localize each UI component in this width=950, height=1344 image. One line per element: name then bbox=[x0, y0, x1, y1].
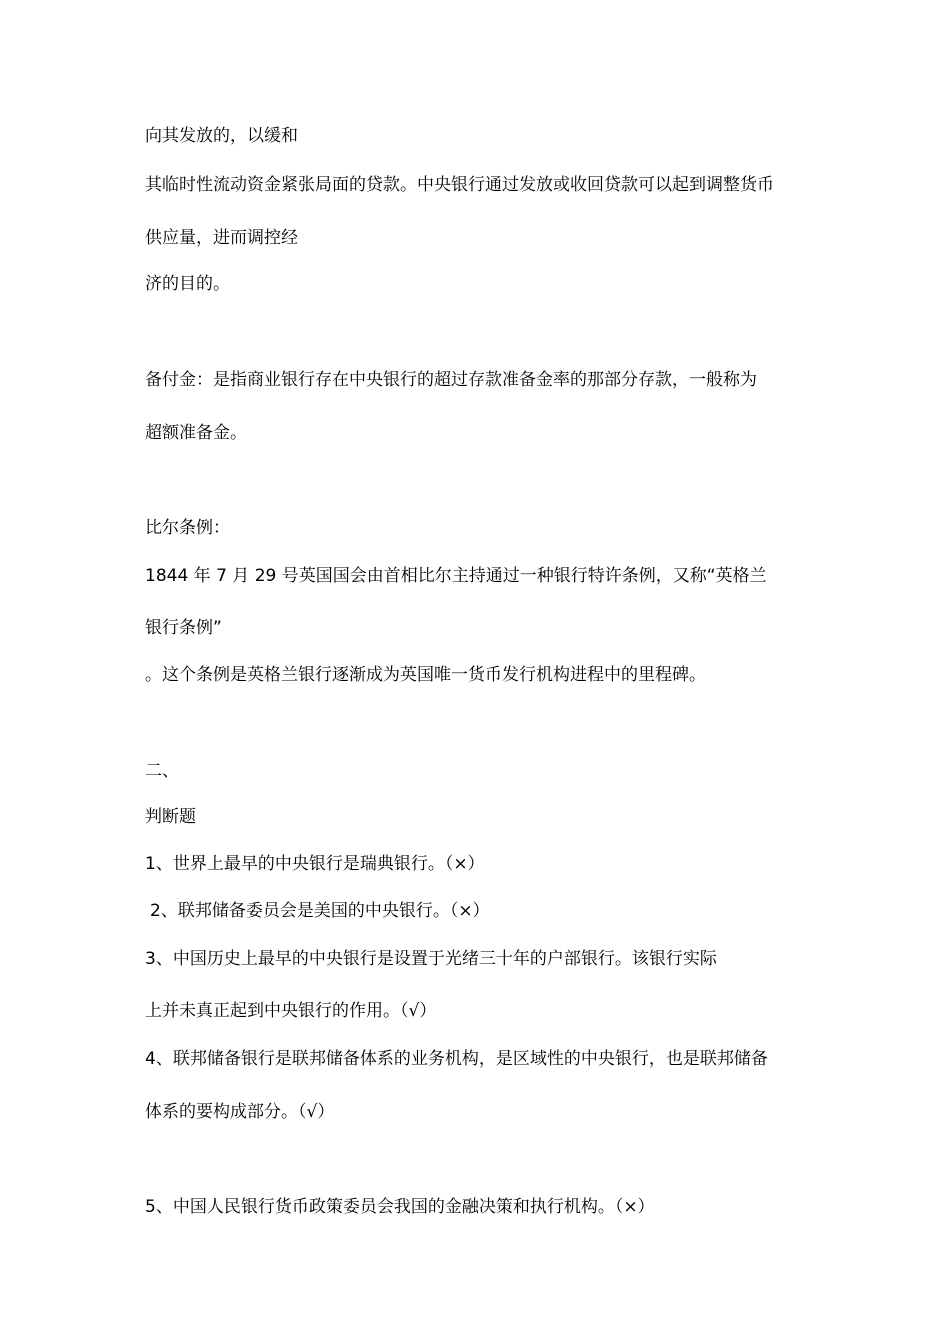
text-line-3: 供应量，进而调控经 bbox=[145, 228, 298, 248]
text-line-2: 其临时性流动资金紧张局面的贷款。中央银行通过发放或收回贷款可以起到调整货币 bbox=[145, 175, 774, 195]
term-peel-act-line-1: 1844 年 7 月 29 号英国国会由首相比尔主持通过一种银行特许条例，又称“英格兰 bbox=[145, 566, 767, 586]
judgement-item-2: 2、联邦储备委员会是美国的中央银行。（×） bbox=[150, 901, 490, 921]
term-peel-act-heading: 比尔条例： bbox=[145, 518, 230, 538]
term-peel-act-line-2: 银行条例” bbox=[145, 618, 222, 638]
text-line-4: 济的目的。 bbox=[145, 274, 230, 294]
term-peel-act-line-3: 。这个条例是英格兰银行逐渐成为英国唯一货币发行机构进程中的里程碑。 bbox=[145, 665, 706, 685]
judgement-item-4-cont: 体系的要构成部分。（√） bbox=[145, 1102, 335, 1122]
judgement-item-1: 1、世界上最早的中央银行是瑞典银行。（×） bbox=[145, 854, 485, 874]
judgement-item-3-cont: 上并未真正起到中央银行的作用。（√） bbox=[145, 1001, 437, 1021]
term-reserve-definition-cont: 超额准备金。 bbox=[145, 423, 247, 443]
judgement-item-3: 3、中国历史上最早的中央银行是设置于光绪三十年的户部银行。该银行实际 bbox=[145, 949, 717, 969]
section-number: 二、 bbox=[145, 761, 179, 781]
section-title: 判断题 bbox=[145, 807, 196, 827]
judgement-item-5: 5、中国人民银行货币政策委员会我国的金融决策和执行机构。（×） bbox=[145, 1197, 655, 1217]
judgement-item-4: 4、联邦储备银行是联邦储备体系的业务机构，是区域性的中央银行，也是联邦储备 bbox=[145, 1049, 768, 1069]
term-reserve-definition: 备付金：是指商业银行存在中央银行的超过存款准备金率的那部分存款，一般称为 bbox=[145, 370, 757, 390]
text-line-1: 向其发放的，以缓和 bbox=[145, 126, 298, 146]
